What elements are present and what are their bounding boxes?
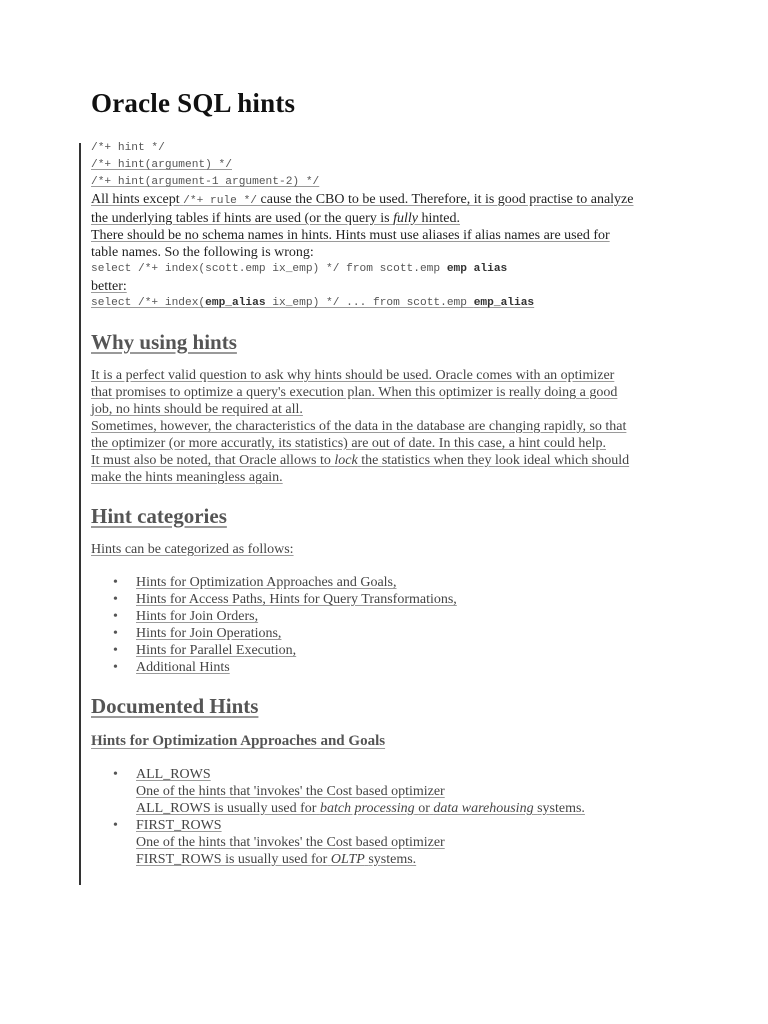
paragraph-line: make the hints meaningless again. (91, 470, 283, 485)
list-item: • ALL_ROWS One of the hints that 'invokes' the Cost based optimizer ALL_ROWS is usually used for batch processing or data warehousing systems. (91, 766, 691, 817)
categories-intro: Hints can be categorized as follows: (91, 542, 294, 557)
syntax-line: /*+ hint */ (91, 142, 165, 154)
intro-line: the underlying tables if hints are used (or the query is fully hinted. (91, 211, 460, 226)
subheading-optimization-goals: Hints for Optimization Approaches and Goals (91, 733, 386, 749)
paragraph-line: the optimizer (or more accuratly, its statistics) are out of date. In this case, a hint could help. (91, 436, 606, 451)
heading-hint-categories: Hint categories (91, 504, 227, 528)
hint-name: ALL_ROWS (136, 767, 211, 782)
list-item: • Hints for Access Paths, Hints for Query Transformations, (113, 592, 457, 607)
list-item: • Hints for Join Orders, (113, 609, 259, 624)
hint-description: ALL_ROWS is usually used for batch processing or data warehousing systems. (136, 801, 585, 816)
hint-description: One of the hints that 'invokes' the Cost based optimizer (136, 835, 445, 850)
heading-why-using-hints: Why using hints (91, 330, 237, 354)
paragraph-line: It is a perfect valid question to ask why hints should be used. Oracle comes with an optimizer (91, 368, 615, 383)
intro-line: table names. So the following is wrong: (91, 245, 314, 260)
syntax-line: /*+ hint(argument-1 argument-2) */ (91, 176, 320, 188)
syntax-line: /*+ hint(argument) */ (91, 159, 232, 171)
paragraph-line: job, no hints should be required at all. (91, 402, 303, 417)
paragraph-line: It must also be noted, that Oracle allows to lock the statistics when they look ideal which should (91, 453, 630, 468)
list-item: • Additional Hints (113, 660, 230, 675)
categories-list (91, 574, 691, 676)
heading-documented-hints: Documented Hints (91, 694, 259, 718)
list-item: • Hints for Optimization Approaches and Goals, (113, 575, 397, 590)
paragraph-line: that promises to optimize a query's execution plan. When this optimizer is really doing a good (91, 385, 618, 400)
documented-hints-list (91, 766, 691, 868)
list-item: • Hints for Parallel Execution, (113, 643, 297, 658)
left-margin-bar (79, 143, 81, 885)
hint-name: FIRST_ROWS (136, 818, 222, 833)
intro-line: All hints except /*+ rule */ cause the CBO to be used. Therefore, it is good practise to analyze (91, 192, 634, 207)
page-title: Oracle SQL hints (91, 88, 296, 118)
intro-line: There should be no schema names in hints. Hints must use aliases if alias names are used for (91, 228, 610, 243)
wrong-code-example: select /*+ index(scott.emp ix_emp) */ from scott.emp emp alias (91, 263, 508, 275)
better-code-example: select /*+ index(emp_alias ix_emp) */ ... from scott.emp emp_alias (91, 297, 535, 309)
hint-description: One of the hints that 'invokes' the Cost based optimizer (136, 784, 445, 799)
paragraph-line: Sometimes, however, the characteristics of the data in the database are changing rapidly, so that (91, 419, 627, 434)
list-item: • FIRST_ROWS One of the hints that 'invokes' the Cost based optimizer FIRST_ROWS is usually used for OLTP systems. (91, 817, 691, 868)
better-label: better: (91, 279, 127, 294)
hint-syntax-block (91, 140, 691, 191)
hint-description: FIRST_ROWS is usually used for OLTP systems. (136, 852, 417, 867)
list-item: • Hints for Join Operations, (113, 626, 282, 641)
document-content (91, 140, 691, 868)
